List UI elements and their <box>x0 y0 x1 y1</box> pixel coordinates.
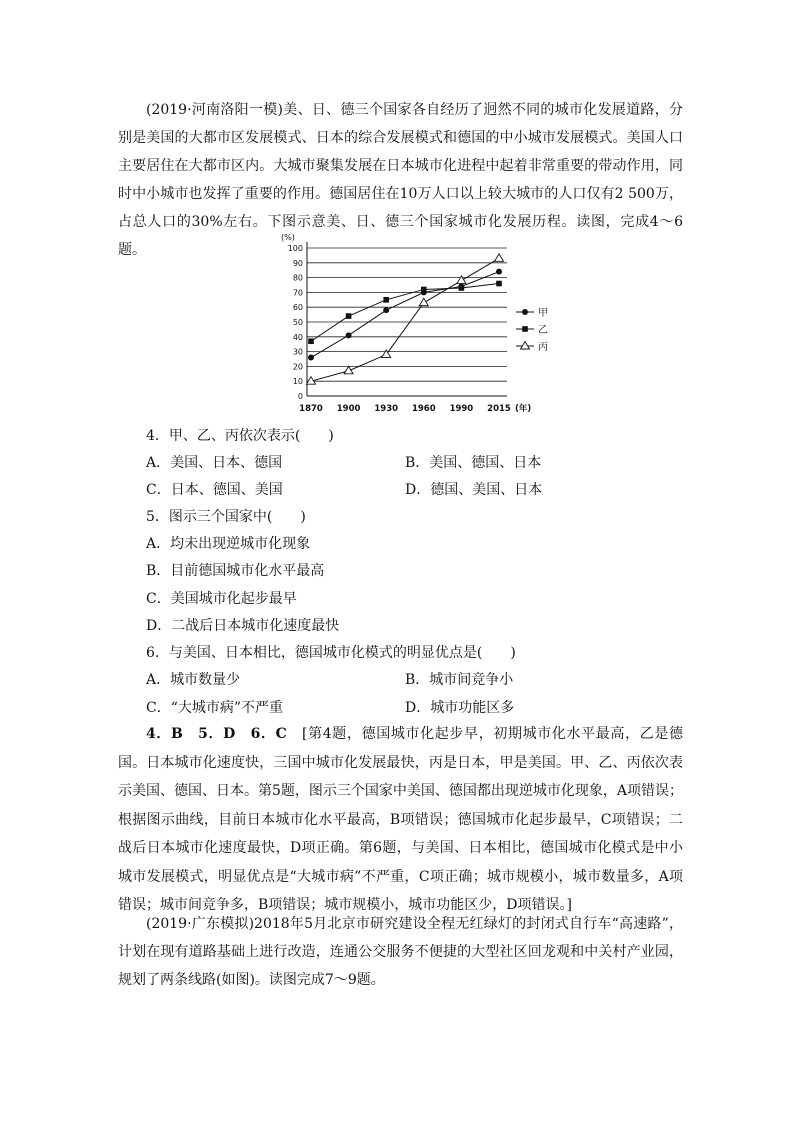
q4-option-d[interactable]: D．德国、美国、日本 <box>405 482 543 498</box>
q5-option-c[interactable]: C．美国城市化起步最早 <box>146 591 297 607</box>
y-tick-label: 90 <box>292 258 303 268</box>
passage-next: (2019·广东模拟)2018年5月北京市研究建设全程无红绿灯的封闭式自行车“高速路”，计划在现有道路基础上进行改造，连通公交服务不便捷的大型社区回龙观和中关村产业园，规划了两条线路(如图)。读图完成7～9题。 <box>118 916 683 988</box>
series-line-1 <box>311 272 499 358</box>
y-tick-label: 70 <box>292 288 303 298</box>
x-axis-label: (年) <box>515 404 532 414</box>
urbanization-chart <box>262 230 562 420</box>
q5-option-d[interactable]: D．二战后日本城市化速度最快 <box>146 618 340 634</box>
legend-label: 乙 <box>538 325 548 336</box>
data-point <box>421 287 427 293</box>
q5-stem: 5．图示三个国家中( ) <box>146 509 306 525</box>
y-tick-label: 60 <box>292 303 303 313</box>
q6-option-b[interactable]: B．城市间竞争小 <box>405 672 514 688</box>
data-point <box>382 350 391 358</box>
y-tick-label: 10 <box>292 377 303 387</box>
q6-option-a[interactable]: A．城市数量少 <box>146 672 241 688</box>
legend-marker <box>522 326 528 332</box>
q5-option-b[interactable]: B．目前德国城市化水平最高 <box>146 563 325 579</box>
data-point <box>344 366 353 374</box>
data-point <box>383 307 389 313</box>
q6-option-d[interactable]: D．城市功能区多 <box>405 700 515 716</box>
legend-label: 甲 <box>538 308 548 319</box>
y-tick-label: 30 <box>292 347 303 357</box>
legend-marker <box>522 309 528 315</box>
data-point <box>308 338 314 344</box>
x-tick-label: 1990 <box>449 404 474 414</box>
data-point <box>346 332 352 338</box>
q4-option-a[interactable]: A．美国、日本、德国 <box>146 455 283 471</box>
legend-label: 丙 <box>538 342 548 353</box>
passage-intro: (2019·河南洛阳一模)美、日、德三个国家各自经历了迥然不同的城市化发展道路，分别是美国的大都市区发展模式、日本的综合发展模式和德国的中小城市发展模式。美国人口主要居住在大都市区内。大城市聚集发展在日本城市化进程中起着非常重要的带动作用，同时中小城市也发挥了重要的作用。德国居住在10万人口以上较大城市的人口仅有2 500万，占总人口的30%左右。下图示意美、日、德三个国家城市化发展历程。读图，完成4～6题。 <box>118 102 683 258</box>
y-tick-label: 80 <box>292 273 303 283</box>
q6-stem: 6．与美国、日本相比，德国城市化模式的明显优点是( ) <box>146 645 516 661</box>
legend-marker <box>521 342 530 350</box>
answer-keys: 4．B 5．D 6．C <box>146 726 287 742</box>
y-tick-label: 20 <box>292 362 303 372</box>
q6-option-c[interactable]: C．“大城市病”不严重 <box>146 700 284 716</box>
data-point <box>346 313 352 319</box>
series-line-3 <box>311 258 499 381</box>
answer-explanation <box>118 720 683 920</box>
data-point <box>383 297 389 303</box>
y-axis-label: (%) <box>281 233 295 242</box>
y-tick-label: 100 <box>287 244 303 253</box>
q4-stem: 4．甲、乙、丙依次表示( ) <box>146 428 334 444</box>
y-tick-label: 40 <box>292 332 303 342</box>
answer-text: [第4题，德国城市化起步早，初期城市化水平最高，乙是德国。日本城市化速度快，三国中城市化发展最快，丙是日本，甲是美国。甲、乙、丙依次表示美国、德国、日本。第5题，图示三个国家中美国、德国都出现逆城市化现象，A项错误；根据图示曲线，目前日本城市化水平最高，B项错误；德国城市化起步最早，C项错误；二战后日本城市化速度最快，D项正确。第6题，与美国、日本相比，德国城市化模式是中小城市发展模式，明显优点是“大城市病”不严重，C项正确；城市规模小，城市数量多，A项错误；城市间竞争多，B项错误；城市规模小，城市功能区少，D项错误。] <box>118 726 684 913</box>
x-tick-label: 2015 <box>487 404 511 414</box>
x-tick-label: 1900 <box>336 404 361 414</box>
data-point <box>496 281 502 287</box>
data-point <box>459 285 465 291</box>
data-point <box>308 355 314 361</box>
y-tick-label: 50 <box>292 318 303 327</box>
q4-option-b[interactable]: B．美国、德国、日本 <box>405 455 542 471</box>
x-tick-label: 1870 <box>299 404 323 414</box>
x-tick-label: 1930 <box>374 404 399 414</box>
data-point <box>495 254 504 261</box>
data-point <box>496 269 502 275</box>
data-point <box>457 276 466 284</box>
data-point <box>419 298 428 306</box>
q5-option-a[interactable]: A．均未出现逆城市化现象 <box>146 536 311 552</box>
y-tick-label: 0 <box>297 392 303 401</box>
x-tick-label: 1960 <box>411 404 436 414</box>
q4-option-c[interactable]: C．日本、德国、美国 <box>146 482 283 498</box>
